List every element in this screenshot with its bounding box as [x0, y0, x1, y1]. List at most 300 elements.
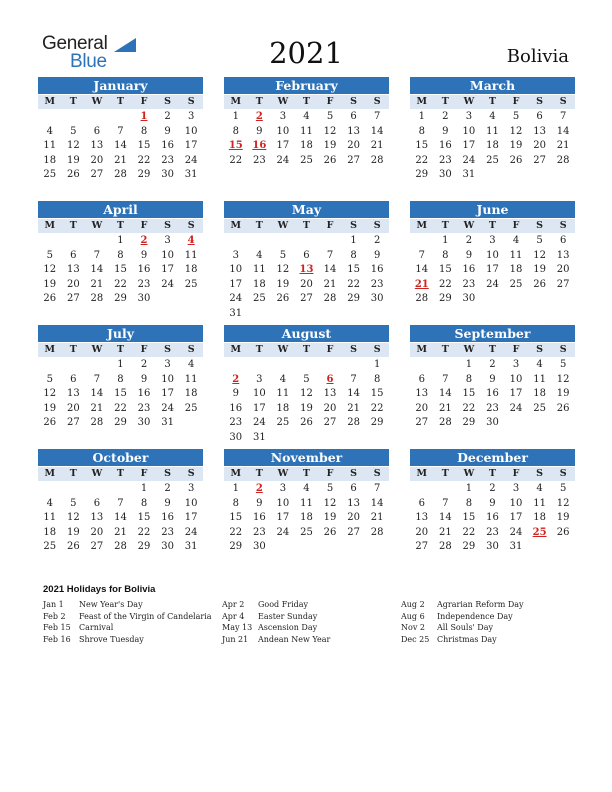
weekday-label: S [559, 220, 567, 231]
day-cell: 28 [114, 169, 127, 181]
day-cell: 17 [184, 140, 198, 152]
day-cell: 26 [556, 526, 570, 538]
weekday-label: T [302, 220, 310, 231]
empty-day-cell [271, 358, 295, 373]
day-cell: 23 [252, 526, 266, 538]
holiday-name: Christmas Day [437, 634, 497, 644]
day-cell: 2 [489, 483, 496, 494]
day-cell: 15 [415, 140, 429, 152]
day-cell: 18 [533, 512, 546, 524]
weekday-label: M [230, 344, 242, 355]
day-cell: 19 [300, 402, 313, 414]
day-cell: 2 [489, 359, 496, 370]
holiday-date: Aug 6 [401, 611, 425, 621]
weekday-label: M [230, 468, 242, 479]
empty-day-cell [410, 482, 434, 497]
weekday-label: T [116, 344, 124, 355]
day-cell: 23 [462, 278, 476, 290]
day-cell: 5 [46, 373, 53, 385]
day-cell: 18 [184, 388, 198, 400]
day-cell: 3 [489, 235, 496, 246]
day-cell: 15 [114, 388, 127, 400]
weekday-label: F [326, 468, 334, 479]
empty-day-cell [62, 358, 86, 373]
day-cell: 20 [323, 402, 337, 414]
day-cell: 31 [184, 541, 198, 553]
day-cell: 12 [66, 140, 80, 152]
weekday-label: W [91, 220, 103, 231]
holiday-day-cell: 2 [255, 111, 263, 122]
day-cell: 6 [93, 497, 101, 509]
day-cell: 11 [276, 388, 290, 400]
day-cell: 14 [415, 264, 429, 276]
day-cell: 13 [66, 264, 80, 276]
day-cell: 10 [509, 373, 523, 385]
day-cell: 11 [533, 497, 546, 509]
holiday-item [222, 634, 330, 646]
day-cell: 19 [533, 264, 546, 276]
day-cell: 2 [442, 111, 449, 122]
day-cell: 14 [438, 512, 452, 524]
day-cell: 8 [442, 249, 449, 261]
day-cell: 15 [137, 512, 151, 524]
day-cell: 19 [66, 154, 80, 166]
day-cell: 19 [43, 402, 57, 414]
holiday-column [43, 599, 212, 645]
day-cell: 9 [164, 125, 171, 137]
weekday-label: F [140, 220, 148, 231]
day-cell: 17 [486, 264, 499, 276]
day-cell: 8 [232, 125, 239, 137]
day-cell: 19 [509, 140, 523, 152]
weekday-label: T [255, 220, 263, 231]
weekday-label: F [326, 220, 334, 231]
day-grid [38, 234, 203, 307]
day-cell: 12 [556, 373, 570, 385]
day-cell: 21 [438, 526, 452, 538]
day-cell: 3 [256, 373, 263, 385]
day-cell: 22 [229, 526, 243, 538]
empty-day-cell [318, 234, 342, 249]
holiday-name: New Year's Day [79, 600, 143, 609]
month-february [224, 77, 389, 168]
day-cell: 14 [370, 125, 384, 137]
page-title-year: 2021 [269, 36, 343, 70]
day-cell: 29 [347, 293, 360, 305]
day-cell: 26 [556, 402, 570, 414]
month-march [410, 77, 575, 183]
day-cell: 28 [114, 541, 127, 553]
day-cell: 26 [533, 278, 546, 290]
day-cell: 1 [418, 111, 425, 122]
empty-day-cell [85, 482, 109, 497]
holiday-day-cell: 2 [140, 235, 148, 246]
month-title: June [410, 201, 575, 218]
day-cell: 31 [252, 431, 266, 443]
day-cell: 2 [465, 235, 473, 246]
day-cell: 10 [161, 373, 174, 385]
empty-day-cell [62, 234, 86, 249]
day-cell: 24 [161, 278, 174, 290]
day-cell: 9 [373, 249, 381, 261]
month-title: April [38, 201, 203, 218]
weekday-label: T [441, 96, 449, 107]
day-cell: 16 [462, 264, 476, 276]
weekday-label: S [187, 468, 195, 479]
day-cell: 19 [323, 140, 337, 152]
day-cell: 21 [556, 140, 570, 152]
empty-day-cell [410, 234, 434, 249]
empty-day-cell [85, 234, 109, 249]
day-cell: 4 [512, 235, 520, 246]
day-cell: 15 [370, 388, 384, 400]
day-cell: 27 [66, 417, 80, 429]
day-cell: 19 [43, 278, 57, 290]
weekday-label: T [69, 220, 77, 231]
day-cell: 5 [536, 235, 543, 246]
day-cell: 30 [137, 417, 151, 429]
day-cell: 11 [43, 140, 57, 152]
day-cell: 17 [509, 388, 523, 400]
day-cell: 22 [114, 278, 127, 290]
day-cell: 27 [533, 154, 546, 166]
holiday-item [222, 611, 330, 623]
day-grid [224, 482, 389, 555]
day-cell: 23 [229, 417, 243, 429]
day-cell: 18 [509, 264, 523, 276]
day-cell: 3 [187, 483, 195, 494]
day-cell: 27 [300, 293, 313, 305]
holiday-column [222, 599, 330, 645]
day-cell: 26 [43, 417, 57, 429]
weekday-label: F [140, 344, 148, 355]
day-cell: 1 [373, 359, 381, 370]
month-august [224, 325, 389, 446]
day-cell: 18 [300, 140, 313, 152]
weekday-label: M [44, 468, 56, 479]
month-title: October [38, 449, 203, 466]
day-cell: 16 [229, 402, 243, 414]
holiday-item [401, 622, 524, 634]
holiday-day-cell: 21 [414, 278, 429, 290]
holiday-item [401, 611, 524, 623]
day-cell: 17 [161, 264, 174, 276]
weekday-label: F [140, 468, 148, 479]
day-cell: 10 [229, 264, 243, 276]
day-cell: 24 [252, 417, 266, 429]
month-june [410, 201, 575, 307]
holiday-column [401, 599, 524, 645]
weekday-label: T [302, 468, 310, 479]
day-cell: 22 [347, 278, 360, 290]
day-cell: 25 [300, 526, 313, 538]
day-cell: 13 [347, 497, 360, 509]
empty-day-cell [318, 358, 342, 373]
day-cell: 5 [559, 483, 567, 494]
day-cell: 24 [229, 293, 243, 305]
day-cell: 14 [114, 512, 127, 524]
day-cell: 6 [350, 483, 357, 494]
day-cell: 18 [43, 526, 57, 538]
day-cell: 26 [323, 526, 337, 538]
day-cell: 13 [533, 125, 546, 137]
weekday-label: S [373, 468, 381, 479]
holiday-day-cell: 16 [252, 140, 267, 152]
day-cell: 19 [556, 388, 570, 400]
weekday-label: S [536, 96, 544, 107]
weekday-label: T [302, 344, 310, 355]
weekday-label: F [140, 96, 148, 107]
day-cell: 6 [70, 373, 77, 385]
day-cell: 20 [347, 512, 360, 524]
weekday-label: S [536, 344, 544, 355]
holiday-item [43, 611, 212, 623]
day-cell: 3 [164, 359, 171, 370]
day-cell: 25 [184, 278, 198, 290]
day-cell: 1 [465, 483, 473, 494]
day-cell: 10 [276, 497, 290, 509]
weekday-label: T [116, 96, 124, 107]
day-cell: 16 [438, 140, 452, 152]
empty-day-cell [38, 482, 62, 497]
day-cell: 12 [556, 497, 570, 509]
day-cell: 13 [415, 512, 429, 524]
day-cell: 30 [161, 169, 174, 181]
weekday-label: W [463, 344, 475, 355]
day-cell: 16 [252, 512, 266, 524]
empty-day-cell [38, 110, 62, 125]
holiday-name: Shrove Tuesday [79, 634, 144, 644]
day-cell: 22 [370, 402, 384, 414]
day-cell: 27 [415, 541, 429, 553]
holiday-day-cell: 2 [255, 483, 263, 494]
month-january [38, 77, 203, 183]
day-cell: 6 [418, 497, 425, 509]
weekday-label: S [373, 220, 381, 231]
day-cell: 8 [232, 497, 239, 509]
logo-general-text: General [42, 33, 108, 54]
day-cell: 22 [137, 154, 151, 166]
day-cell: 10 [509, 497, 523, 509]
day-cell: 11 [509, 249, 523, 261]
day-cell: 28 [438, 541, 452, 553]
day-cell: 31 [509, 541, 523, 553]
day-cell: 27 [66, 293, 80, 305]
day-cell: 9 [256, 497, 263, 509]
day-cell: 28 [438, 417, 452, 429]
holiday-date: May 13 [222, 623, 253, 632]
weekday-label: W [463, 96, 475, 107]
day-cell: 28 [90, 293, 104, 305]
day-cell: 2 [373, 235, 381, 246]
weekday-label: W [91, 468, 103, 479]
day-cell: 18 [486, 140, 499, 152]
day-cell: 9 [442, 125, 449, 137]
day-grid [224, 234, 389, 322]
empty-day-cell [224, 358, 248, 373]
empty-day-cell [248, 358, 272, 373]
month-title: March [410, 77, 575, 94]
day-cell: 24 [509, 526, 523, 538]
day-cell: 7 [117, 497, 124, 509]
day-cell: 20 [347, 140, 360, 152]
day-cell: 18 [300, 512, 313, 524]
day-cell: 1 [117, 359, 124, 370]
day-cell: 5 [326, 483, 334, 494]
weekday-label: F [326, 96, 334, 107]
day-cell: 3 [512, 359, 520, 370]
weekday-label: S [164, 468, 172, 479]
weekday-header [224, 467, 389, 481]
holiday-date: Jan 1 [43, 600, 64, 609]
day-cell: 15 [438, 264, 452, 276]
weekday-label: M [44, 220, 56, 231]
day-cell: 4 [256, 249, 263, 261]
day-cell: 24 [486, 278, 499, 290]
day-cell: 23 [486, 402, 499, 414]
weekday-label: W [277, 220, 289, 231]
month-title: September [410, 325, 575, 342]
day-cell: 30 [252, 541, 266, 553]
holiday-day-cell: 2 [232, 373, 240, 385]
day-grid [38, 358, 203, 431]
day-cell: 15 [347, 264, 360, 276]
weekday-label: T [441, 344, 449, 355]
day-cell: 12 [300, 388, 313, 400]
day-cell: 28 [556, 154, 570, 166]
holiday-day-cell: 25 [532, 526, 547, 538]
empty-day-cell [410, 358, 434, 373]
day-cell: 28 [323, 293, 337, 305]
day-cell: 24 [509, 402, 523, 414]
day-cell: 28 [347, 417, 360, 429]
day-cell: 9 [256, 125, 263, 137]
month-may [224, 201, 389, 322]
day-cell: 8 [140, 125, 148, 137]
day-cell: 17 [276, 140, 290, 152]
day-cell: 20 [66, 278, 80, 290]
day-cell: 26 [509, 154, 523, 166]
day-cell: 3 [279, 483, 287, 494]
weekday-label: T [255, 468, 263, 479]
day-cell: 1 [117, 235, 124, 246]
day-cell: 21 [370, 512, 384, 524]
day-cell: 10 [184, 497, 198, 509]
empty-day-cell [62, 110, 86, 125]
day-cell: 23 [486, 526, 499, 538]
day-cell: 23 [252, 154, 266, 166]
weekday-label: S [350, 344, 358, 355]
day-cell: 19 [323, 512, 337, 524]
day-cell: 10 [462, 125, 476, 137]
day-cell: 14 [90, 264, 104, 276]
day-cell: 4 [46, 497, 53, 509]
day-cell: 30 [161, 541, 174, 553]
day-cell: 5 [559, 359, 567, 370]
day-cell: 11 [533, 373, 546, 385]
day-cell: 27 [347, 154, 360, 166]
day-cell: 20 [415, 526, 429, 538]
empty-day-cell [109, 482, 133, 497]
day-cell: 5 [70, 125, 77, 137]
holiday-date: Nov 2 [401, 623, 425, 632]
day-cell: 28 [90, 417, 104, 429]
day-cell: 7 [350, 373, 357, 385]
weekday-label: S [187, 220, 195, 231]
weekday-label: M [416, 344, 428, 355]
day-cell: 23 [137, 278, 151, 290]
holiday-day-cell: 6 [326, 373, 334, 385]
day-cell: 23 [161, 154, 174, 166]
day-cell: 19 [66, 526, 80, 538]
day-cell: 7 [442, 497, 449, 509]
day-cell: 4 [279, 373, 287, 385]
holiday-day-cell: 15 [228, 140, 243, 152]
logo-blue-text: Blue [70, 51, 107, 72]
day-cell: 1 [232, 111, 239, 122]
weekday-label: M [44, 96, 56, 107]
day-cell: 6 [418, 373, 425, 385]
day-cell: 13 [347, 125, 360, 137]
day-cell: 17 [184, 512, 198, 524]
weekday-label: T [255, 96, 263, 107]
day-cell: 30 [438, 169, 452, 181]
day-cell: 25 [252, 293, 266, 305]
weekday-label: M [230, 96, 242, 107]
day-cell: 15 [229, 512, 243, 524]
weekday-label: S [350, 220, 358, 231]
weekday-label: S [350, 96, 358, 107]
holiday-date: Aug 2 [401, 600, 425, 609]
holiday-name: All Souls' Day [437, 623, 493, 632]
holiday-name: Good Friday [258, 600, 309, 609]
day-cell: 2 [140, 359, 148, 370]
month-november [224, 449, 389, 555]
day-cell: 29 [137, 169, 151, 181]
day-grid [410, 110, 575, 183]
month-july [38, 325, 203, 431]
day-cell: 21 [323, 278, 337, 290]
weekday-header [38, 467, 203, 481]
day-cell: 25 [509, 278, 523, 290]
holiday-day-cell: 1 [140, 111, 148, 122]
day-cell: 5 [303, 373, 310, 385]
holiday-name: Carnival [79, 623, 114, 632]
day-cell: 27 [347, 526, 360, 538]
day-cell: 14 [438, 388, 452, 400]
day-cell: 1 [442, 235, 449, 246]
day-cell: 9 [232, 388, 239, 400]
day-cell: 13 [415, 388, 429, 400]
day-cell: 5 [279, 249, 287, 261]
empty-day-cell [248, 234, 272, 249]
day-cell: 8 [373, 373, 381, 385]
day-cell: 14 [347, 388, 360, 400]
day-cell: 7 [373, 111, 381, 122]
day-cell: 22 [229, 154, 243, 166]
day-cell: 25 [300, 154, 313, 166]
weekday-header [410, 467, 575, 481]
empty-day-cell [271, 234, 295, 249]
day-cell: 9 [489, 497, 496, 509]
day-cell: 22 [415, 154, 429, 166]
weekday-label: T [441, 220, 449, 231]
month-october [38, 449, 203, 555]
empty-day-cell [434, 482, 458, 497]
empty-day-cell [295, 234, 319, 249]
day-cell: 8 [117, 373, 124, 385]
day-cell: 27 [556, 278, 570, 290]
